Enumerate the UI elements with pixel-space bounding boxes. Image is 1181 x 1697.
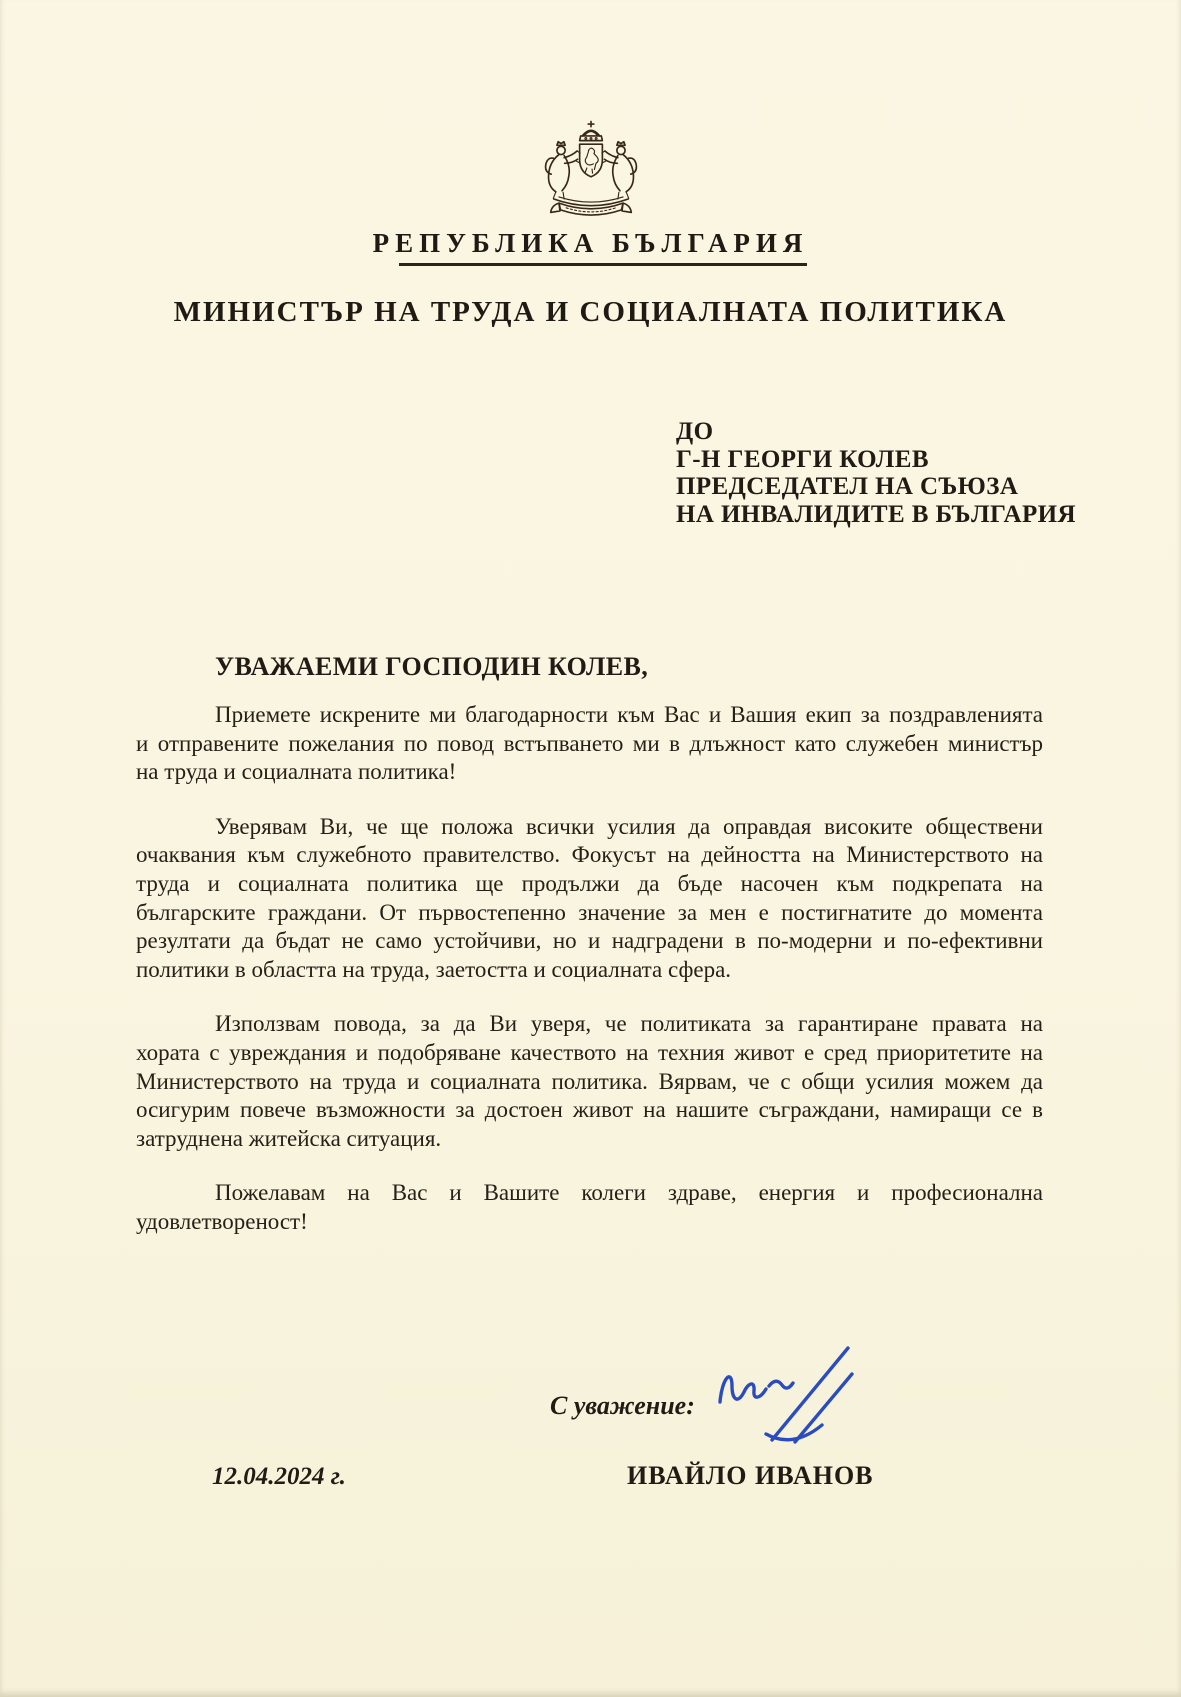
body-line: осигурим повече възможности за достоен живот на нашите съграждани, намиращи се в xyxy=(136,1097,1043,1123)
body-line: българските граждани. От първостепенно значение за мен е постигнатите до момента xyxy=(136,899,1043,925)
bulgaria-coat-of-arms-icon xyxy=(529,118,653,218)
letter-date: 12.04.2024 г. xyxy=(212,1463,346,1490)
body-line: хората с увреждания и подобряване качеството на техния живот е сред приоритетите на xyxy=(136,1039,1043,1065)
paragraph xyxy=(136,1010,1043,1153)
body-line: Уверявам Ви, че ще положа всички усилия да оправдая високите обществени xyxy=(215,813,1043,839)
body-line: Пожелавам на Вас и Вашите колеги здраве, енергия и професионална xyxy=(215,1180,1043,1206)
paragraph xyxy=(136,813,1043,985)
body-line: на труда и социалната политика! xyxy=(136,759,457,785)
salutation: УВАЖАЕМИ ГОСПОДИН КОЛЕВ, xyxy=(215,652,649,681)
body-line: труда и социалната политика ще продължи да бъде насочен към подкрепата на xyxy=(136,870,1043,896)
recipient-line: ДО xyxy=(676,418,714,445)
body-line: Министерството на труда и социалната политика. Вярвам, че с общи усилия можем да xyxy=(136,1068,1043,1094)
paragraph xyxy=(136,701,1043,787)
body-line: и отправените пожелания по повод встъпването ми в длъжност като служебен министър xyxy=(136,730,1043,756)
body-line: очаквания към служебното правителство. Фокусът на дейността на Министерството на xyxy=(136,842,1043,868)
paragraph xyxy=(136,1179,1043,1236)
letterhead-rule xyxy=(399,263,807,266)
valediction: С уважение: xyxy=(550,1391,695,1420)
recipient-block xyxy=(676,418,1076,528)
ministry-title: МИНИСТЪР НА ТРУДА И СОЦИАЛНАТА ПОЛИТИКА xyxy=(173,296,1008,328)
body-line: удовлетвореност! xyxy=(136,1208,308,1234)
body-line: резултати да бъдат не само устойчиви, но и надградени в по-модерни и по-ефективни xyxy=(136,928,1043,954)
recipient-line: НА ИНВАЛИДИТЕ В БЪЛГАРИЯ xyxy=(676,500,1076,528)
recipient-line: ПРЕДСЕДАТЕЛ НА СЪЮЗА xyxy=(676,473,1019,500)
handwritten-signature-icon xyxy=(710,1336,860,1448)
body-line: политики в областта на труда, заетостта и социалната сфера. xyxy=(136,956,732,982)
republic-title: РЕПУБЛИКА БЪЛГАРИЯ xyxy=(372,228,809,258)
letter-body xyxy=(136,701,1043,1263)
body-line: Приемете искрените ми благодарности към Вас и Вашия екип за поздравленията xyxy=(215,702,1043,727)
body-line: Използвам повода, за да Ви уверя, че политиката за гарантиране правата на xyxy=(215,1011,1043,1037)
recipient-line: Г-Н ГЕОРГИ КОЛЕВ xyxy=(676,445,929,473)
body-line: затруднена житейска ситуация. xyxy=(136,1125,442,1151)
signer-name: ИВАЙЛО ИВАНОВ xyxy=(627,1461,874,1490)
